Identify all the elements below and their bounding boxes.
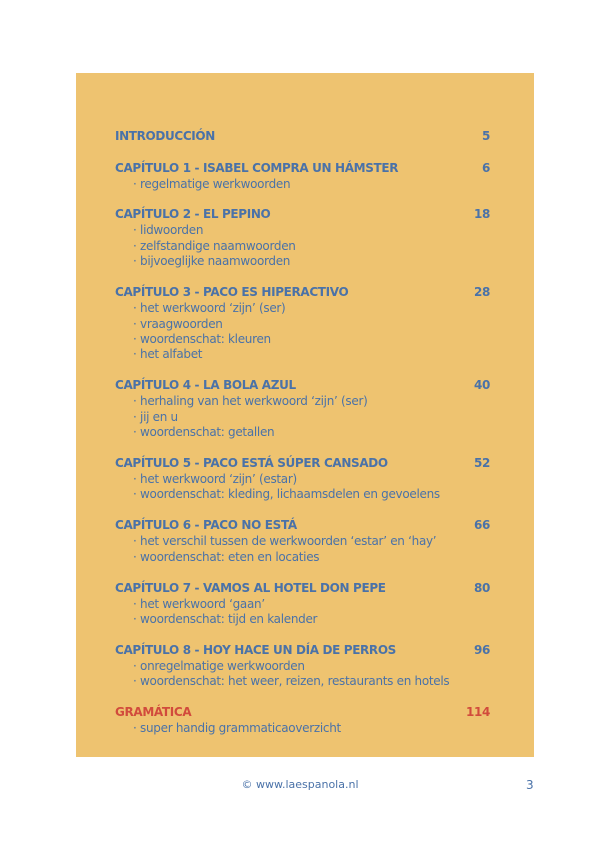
chapter-page-number: 52 <box>474 455 490 470</box>
topic-item: · het werkwoord ‘zijn’ (ser) <box>115 301 490 316</box>
toc-entry <box>115 377 490 440</box>
toc-heading-row <box>115 284 490 301</box>
topic-item: · vraagwoorden <box>115 317 490 332</box>
topic-item: · jij en u <box>115 410 490 425</box>
toc-heading-row <box>115 580 490 597</box>
topic-item: · woordenschat: tijd en kalender <box>115 612 490 627</box>
chapter-title: CAPÍTULO 7 - VAMOS AL HOTEL DON PEPE <box>115 580 386 595</box>
topic-item: · het verschil tussen de werkwoorden ‘estar’ en ‘hay’ <box>115 534 490 549</box>
chapter-page-number: 6 <box>482 160 490 175</box>
chapter-page-number: 80 <box>474 580 490 595</box>
chapter-page-number: 66 <box>474 518 490 533</box>
topic-item: · woordenschat: het weer, reizen, restaurants en hotels <box>115 674 490 689</box>
chapter-title: CAPÍTULO 4 - LA BOLA AZUL <box>115 378 296 393</box>
chapter-page-number: 40 <box>474 378 490 393</box>
table-of-contents <box>115 128 490 751</box>
chapter-title: CAPÍTULO 3 - PACO ES HIPERACTIVO <box>115 285 349 300</box>
toc-entry <box>115 160 490 192</box>
toc-heading-row <box>115 377 490 394</box>
chapter-title: GRAMÁTICA <box>115 705 192 720</box>
toc-entry <box>115 517 490 565</box>
topic-item: · woordenschat: kleding, lichaamsdelen en gevoelens <box>115 487 490 502</box>
topic-item: · herhaling van het werkwoord ‘zijn’ (ser) <box>115 394 490 409</box>
toc-panel <box>76 73 534 757</box>
chapter-page-number: 18 <box>474 207 490 222</box>
topic-item: · lidwoorden <box>115 223 490 238</box>
topic-item: · woordenschat: getallen <box>115 425 490 440</box>
topic-item: · bijvoeglijke naamwoorden <box>115 254 490 269</box>
toc-heading-row <box>115 642 490 659</box>
toc-heading-row <box>115 128 490 145</box>
topic-item: · het alfabet <box>115 347 490 362</box>
topic-item: · het werkwoord ‘zijn’ (estar) <box>115 472 490 487</box>
footer-url: © www.laespanola.nl <box>241 778 359 791</box>
toc-heading-row <box>115 160 490 177</box>
chapter-page-number: 96 <box>474 642 490 657</box>
chapter-title: CAPÍTULO 6 - PACO NO ESTÁ <box>115 518 297 533</box>
toc-heading-row <box>115 517 490 534</box>
toc-entry <box>115 206 490 269</box>
toc-entry <box>115 455 490 503</box>
toc-heading-row <box>115 206 490 223</box>
topic-item: · woordenschat: eten en locaties <box>115 550 490 565</box>
topic-item: · zelfstandige naamwoorden <box>115 239 490 254</box>
topic-item: · woordenschat: kleuren <box>115 332 490 347</box>
chapter-title: CAPÍTULO 1 - ISABEL COMPRA UN HÁMSTER <box>115 160 399 175</box>
toc-entry <box>115 284 490 363</box>
topic-item: · het werkwoord ‘gaan’ <box>115 597 490 612</box>
toc-entry <box>115 128 490 145</box>
toc-entry <box>115 704 490 736</box>
chapter-title: CAPÍTULO 5 - PACO ESTÁ SÚPER CANSADO <box>115 455 388 470</box>
topic-item: · onregelmatige werkwoorden <box>115 659 490 674</box>
topic-item: · regelmatige werkwoorden <box>115 177 490 192</box>
chapter-title: CAPÍTULO 2 - EL PEPINO <box>115 207 271 222</box>
chapter-page-number: 28 <box>474 285 490 300</box>
chapter-page-number: 5 <box>482 129 490 143</box>
toc-heading-row <box>115 455 490 472</box>
topic-item: · super handig grammaticaoverzicht <box>115 721 490 736</box>
page-number: 3 <box>526 778 534 792</box>
toc-entry <box>115 580 490 628</box>
toc-entry <box>115 642 490 690</box>
chapter-title: CAPÍTULO 8 - HOY HACE UN DÍA DE PERROS <box>115 642 396 657</box>
chapter-page-number: 114 <box>466 705 490 720</box>
toc-heading-row <box>115 704 490 721</box>
chapter-title: INTRODUCCIÓN <box>115 129 215 143</box>
